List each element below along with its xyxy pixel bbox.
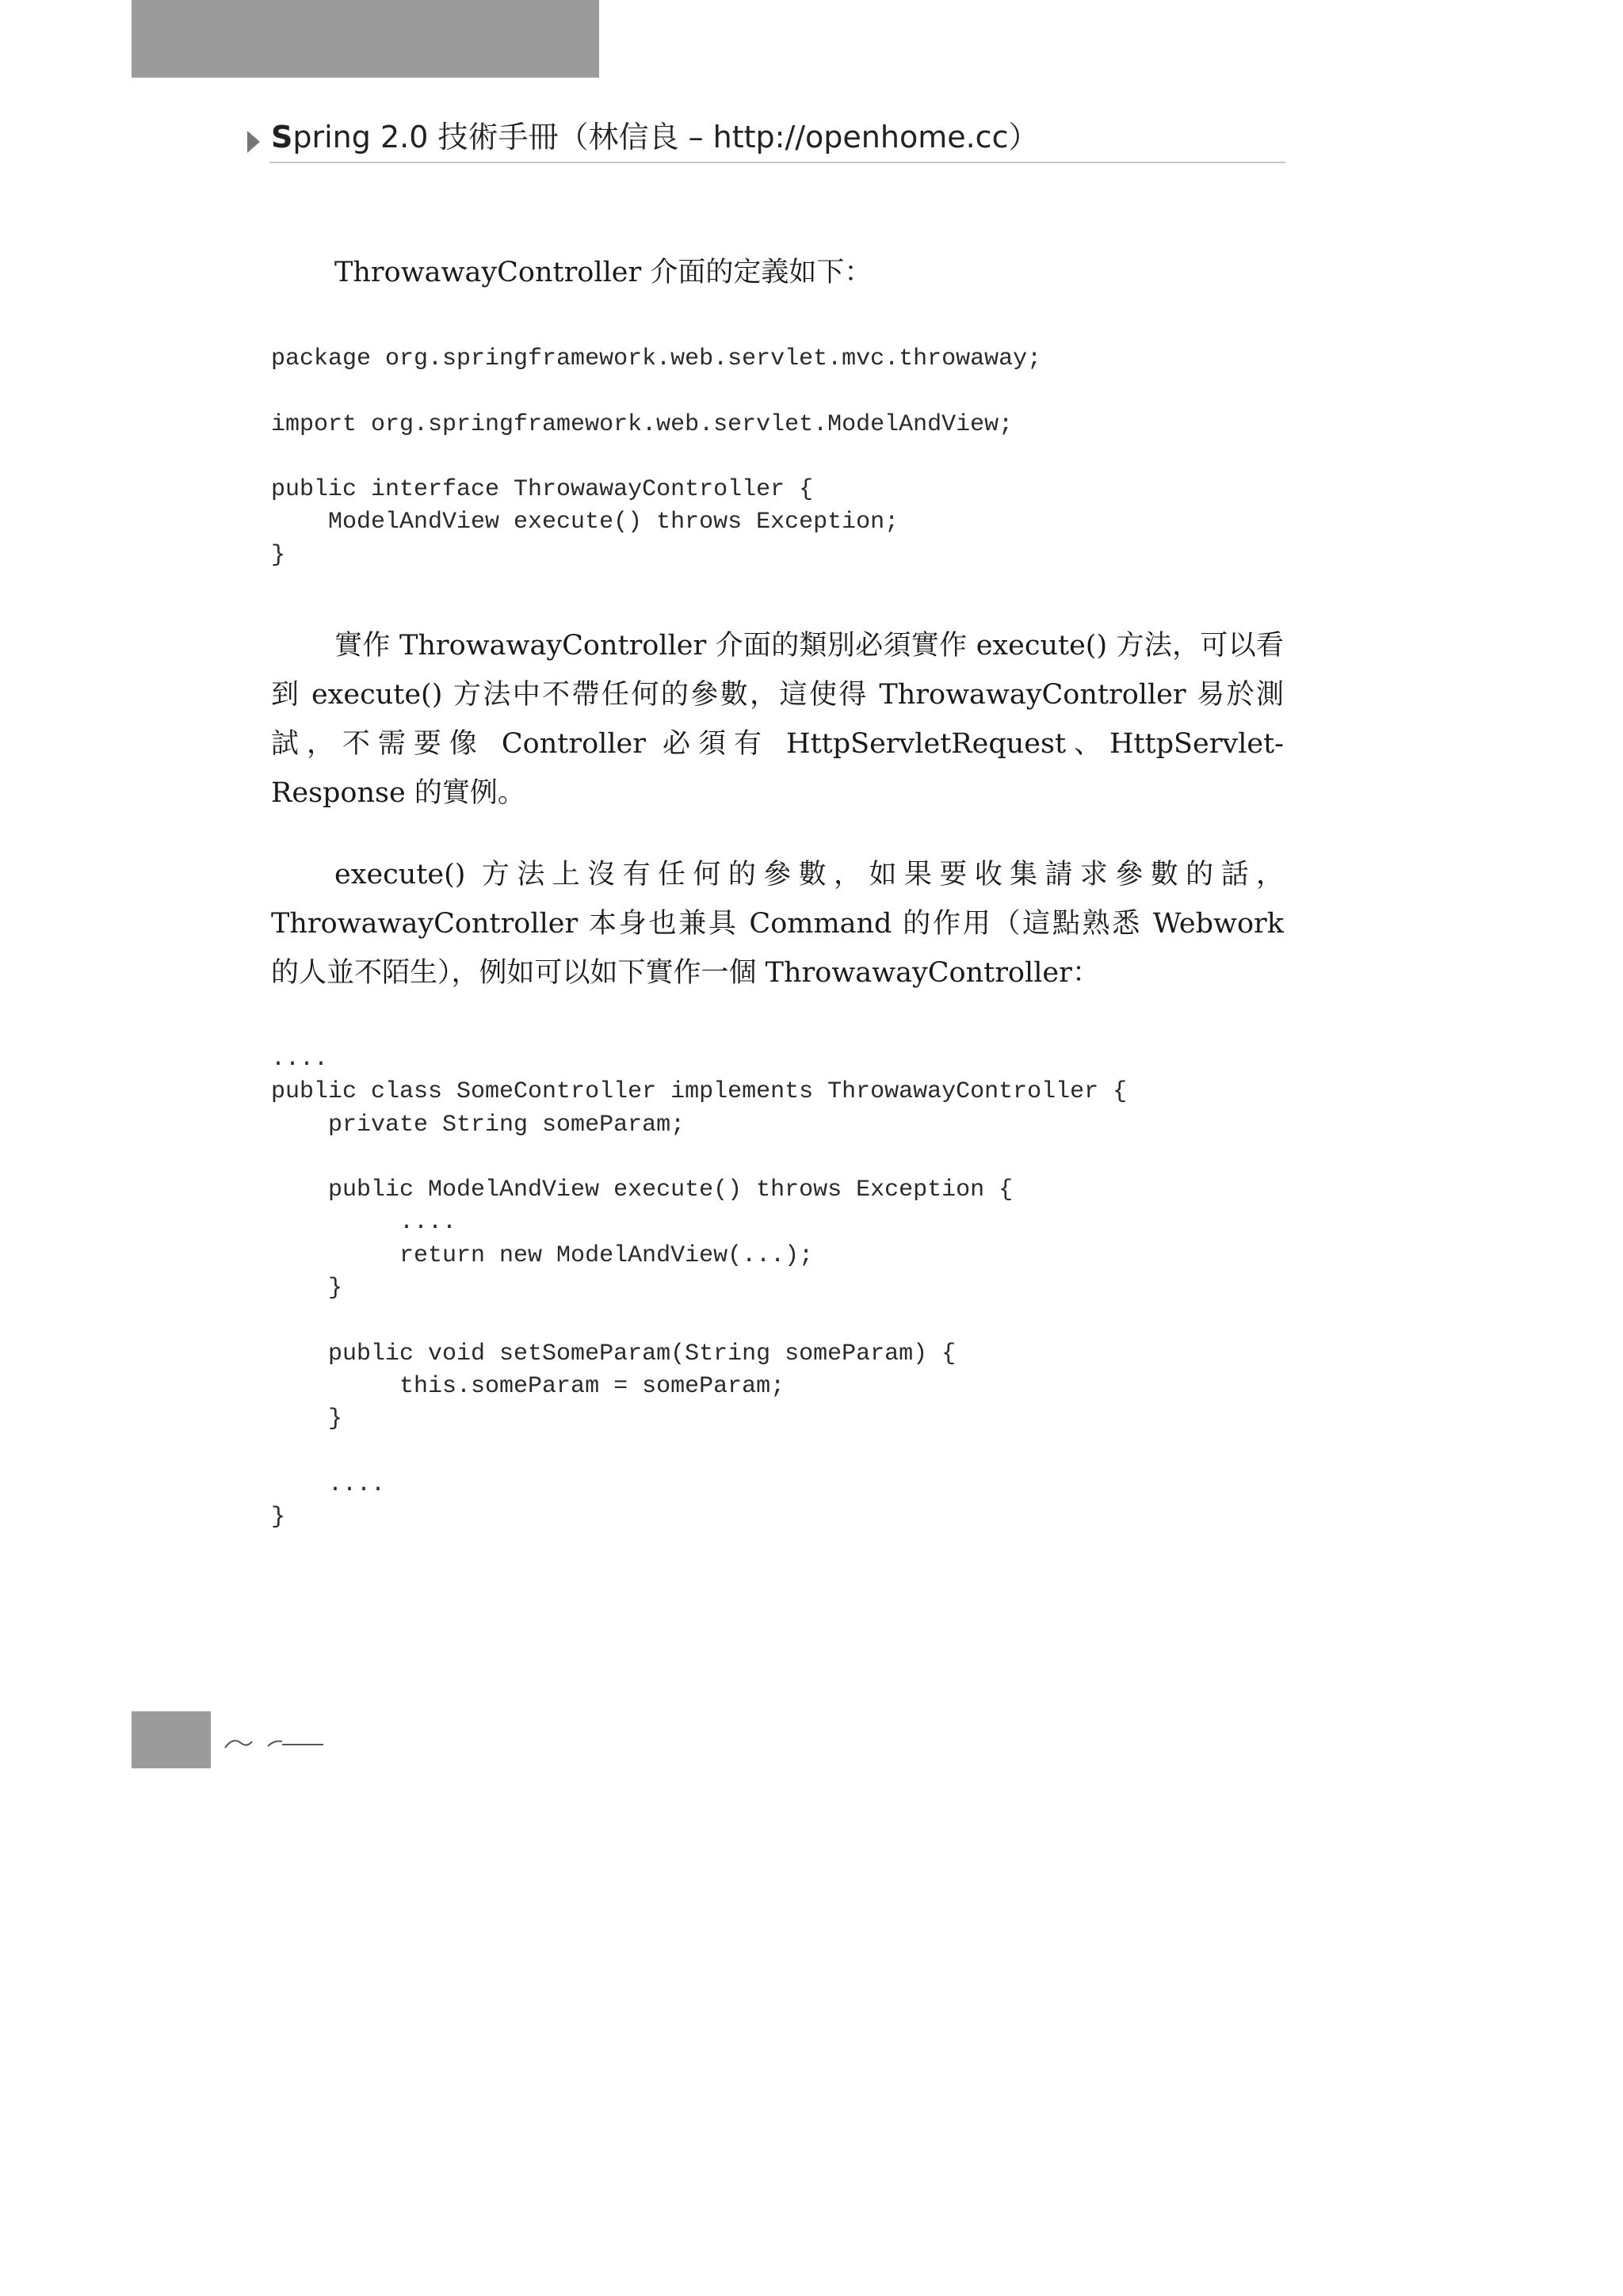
body-paragraph-2-text: execute() 方法上沒有任何的參數，如果要收集請求參數的話，ThrowawayController 本身也兼具 Command 的作用（這點熟悉 Webwork 的人並不陌生），例如可以如下實作一個 ThrowawayController：: [271, 859, 1284, 989]
header-title: [271, 117, 1038, 157]
running-header: [246, 117, 1285, 163]
header-title-lead: S: [271, 120, 293, 154]
body-paragraph-1: [271, 621, 1284, 818]
intro-paragraph: [271, 248, 1284, 297]
code-block-some-controller: .... public class SomeController implements ThrowawayController { private String someParam; public ModelAndView execute() throws Exception { .... return new ModelAndView(...); } public void setSomeParam(String someParam) { this.someParam = someParam; } .... }: [271, 1046, 1128, 1531]
body-paragraph-2: [271, 850, 1284, 997]
header-arrow-icon: [247, 131, 260, 153]
intro-text: ThrowawayController 介面的定義如下：: [334, 257, 873, 288]
body-paragraph-1-text: 實作 ThrowawayController 介面的類別必須實作 execute() 方法，可以看到 execute() 方法中不帶任何的參數，這使得 ThrowawayController 易於測試，不需要像 Controller 必須有 HttpServletRequest、HttpServlet-Response 的實例。: [271, 630, 1284, 809]
header-rule: [269, 162, 1285, 163]
header-title-rest: pring 2.0 技術手冊（林信良 – http://openhome.cc）: [292, 120, 1039, 154]
footer-tab-decoration: [132, 1711, 211, 1768]
page-number-mark-icon: [223, 1727, 327, 1759]
header-tab-decoration: [132, 0, 599, 78]
code-block-interface: package org.springframework.web.servlet.mvc.throwaway; import org.springframework.web.servlet.ModelAndView; public interface ThrowawayController { ModelAndView execute() throws Exception; }: [271, 345, 1042, 569]
